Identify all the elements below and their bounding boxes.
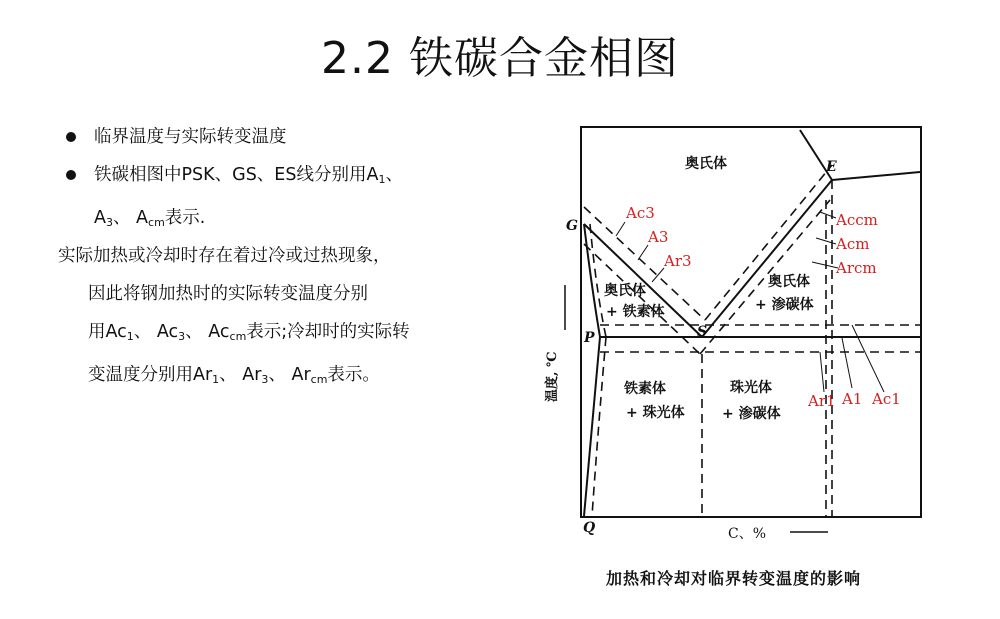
e-to-right [832,172,920,180]
bullet-item-1 [60,118,500,156]
label-arcm: Arcm [836,259,877,277]
point-s: S [697,324,708,340]
region-br-2: + 渗碳体 [722,406,781,422]
bullet-item-2 [60,156,500,199]
region-right-1: 奥氏体 [768,274,810,290]
point-g: G [566,218,578,234]
body-paragraph [58,237,518,399]
region-bl-2: + 珠光体 [626,405,685,421]
point-e: E [826,159,837,175]
label-accm: Accm [836,211,878,229]
es-line [702,180,832,337]
point-q: Q [583,520,596,536]
para-line-2: 因此将钢加热时的实际转变温度分别 [88,284,368,304]
region-bl-1: 铁素体 [624,381,666,397]
bullet-text: 铁碳相图中PSK、GS、ES线分别用$A_1$、 [94,165,403,186]
para-line-1: 实际加热或冷却时存在着过冷或过热现象， [58,246,391,266]
gs-line [584,224,702,337]
page-title: 2.2 铁碳合金相图 [321,33,679,84]
bullet-continuation: $A_3$、 $A_{cm}$表示. [94,208,206,229]
para-line-4: 变温度分别用$Ar_1$、 $Ar_3$、 $Ar_{cm}$表示。 [88,365,380,386]
label-acm: Acm [836,235,870,253]
pq-line [584,337,600,516]
bullet-dot [66,170,76,180]
region-left-2: + 铁素体 [606,304,665,320]
x-axis-label: C、% [728,526,767,542]
point-p: P [584,330,595,346]
solid-lines [584,130,920,516]
label-ar3: Ar3 [664,252,692,270]
figure-caption: 加热和冷却对临界转变温度的影响 [606,569,862,588]
label-a1: A1 [842,390,863,408]
phase-diagram [545,120,940,590]
region-br-1: 珠光体 [730,380,772,396]
bullet-dot [66,132,76,142]
label-ac1: Ac1 [872,390,901,408]
y-axis-label: 温度, ℃ [545,351,560,402]
diagram-frame [581,127,921,517]
pq-dash-1 [592,337,606,516]
region-left-1: 奥氏体 [604,283,646,299]
region-austenite: 奥氏体 [685,156,727,172]
bullet-text: 临界温度与实际转变温度 [94,127,287,147]
label-ac3: Ac3 [626,204,655,222]
arcm-line [700,200,830,354]
label-ar1: Ar1 [808,392,836,410]
para-line-3: 用$Ac_1$、 $Ac_3$、 $Ac_{cm}$表示;冷却时的实际转 [88,322,410,343]
label-a3: A3 [648,228,669,246]
region-right-2: + 渗碳体 [755,297,814,313]
bullet-list [60,118,500,242]
